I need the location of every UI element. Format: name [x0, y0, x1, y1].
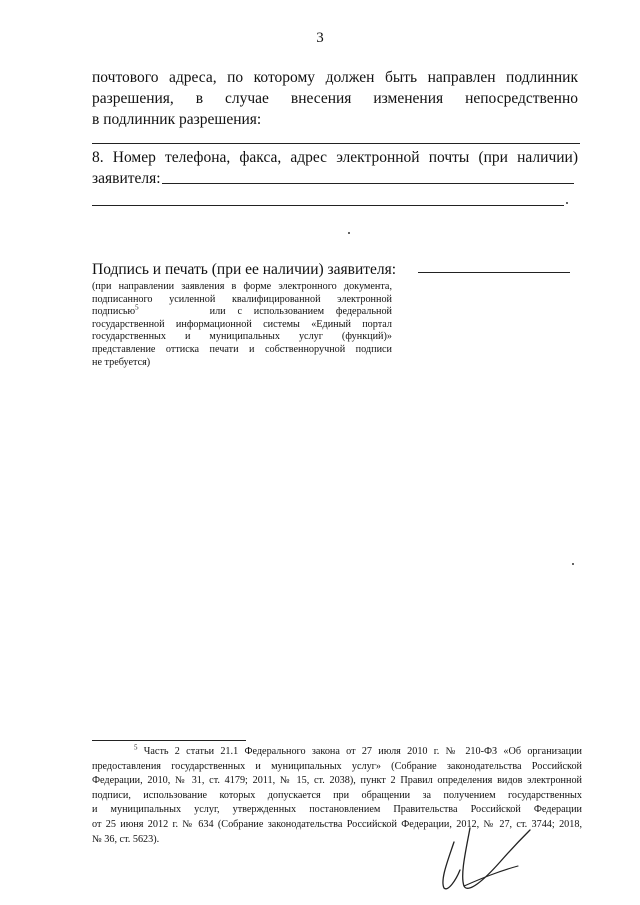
- page-number: 3: [316, 30, 324, 46]
- address-fill-line: [92, 143, 580, 144]
- address-line-2: разрешения, в случае внесения изменения непосредственно: [92, 90, 578, 107]
- signature-note: [92, 281, 392, 369]
- signature-fill-line: [418, 272, 570, 273]
- note-line: (при направлении заявления в форме электронного документа,: [92, 281, 392, 292]
- scan-speck: [348, 232, 350, 234]
- footnote-separator: [92, 740, 246, 741]
- note-line: государственной информационной системы «Единый портал: [92, 318, 392, 330]
- footnote-text: Часть 2 статьи 21.1 Федерального закона от 27 июля 2010 г. № 210-ФЗ «Об организации: [143, 746, 583, 757]
- footnote-line: Федерации, 2010, № 31, ст. 4179; 2011, № 15, ст. 2038), пункт 2 Правил определения видов электронной: [92, 775, 582, 787]
- note-line: государственных и муниципальных услуг (функций)»: [92, 331, 392, 343]
- handwritten-signature: [430, 820, 540, 900]
- contact-fill-line-2: [92, 205, 564, 206]
- note-line-3-rest: или с использованием федеральной: [209, 306, 392, 318]
- scan-speck: [572, 563, 574, 565]
- footnote-line-1: [92, 745, 582, 760]
- footnote-line: предоставления государственных и муниципальных услуг» (Собрание законодательства Российской: [92, 760, 582, 772]
- footnote-marker: 5: [134, 743, 138, 752]
- contact-fill-line-1: [162, 183, 574, 184]
- note-line-3: [92, 303, 392, 319]
- note-line: представление оттиска печати и собственноручной подписи: [92, 343, 392, 355]
- trailing-dot: [566, 202, 568, 204]
- footnote-line: № 36, ст. 5623).: [92, 833, 160, 845]
- note-line: не требуется): [92, 356, 151, 368]
- footnote-line: и муниципальных услуг, утвержденных постановлением Правительства Российской Федерации: [92, 804, 582, 816]
- note-line: подписанного усиленной квалифицированной электронной: [92, 293, 392, 305]
- footnote-ref: 5: [135, 303, 139, 312]
- signature-label: Подпись и печать (при ее наличии) заявителя:: [92, 261, 397, 278]
- note-word-signature: подписью: [92, 306, 136, 318]
- contact-line-2: заявителя:: [92, 170, 161, 187]
- address-line-3: в подлинник разрешения:: [92, 111, 262, 128]
- contact-line-1: 8. Номер телефона, факса, адрес электронной почты (при наличии): [92, 149, 578, 166]
- address-line-1: почтового адреса, по которому должен быть направлен подлинник: [92, 69, 578, 86]
- footnote-line: подписи, использование которых допускается при обращении за получением государственных: [92, 789, 582, 801]
- address-paragraph: [92, 67, 578, 130]
- footnote-line: от 25 июня 2012 г. № 634 (Собрание законодательства Российской Федерации, 2012, № 27, ст. 3744; 2018,: [92, 818, 582, 830]
- signature-block: [92, 260, 397, 369]
